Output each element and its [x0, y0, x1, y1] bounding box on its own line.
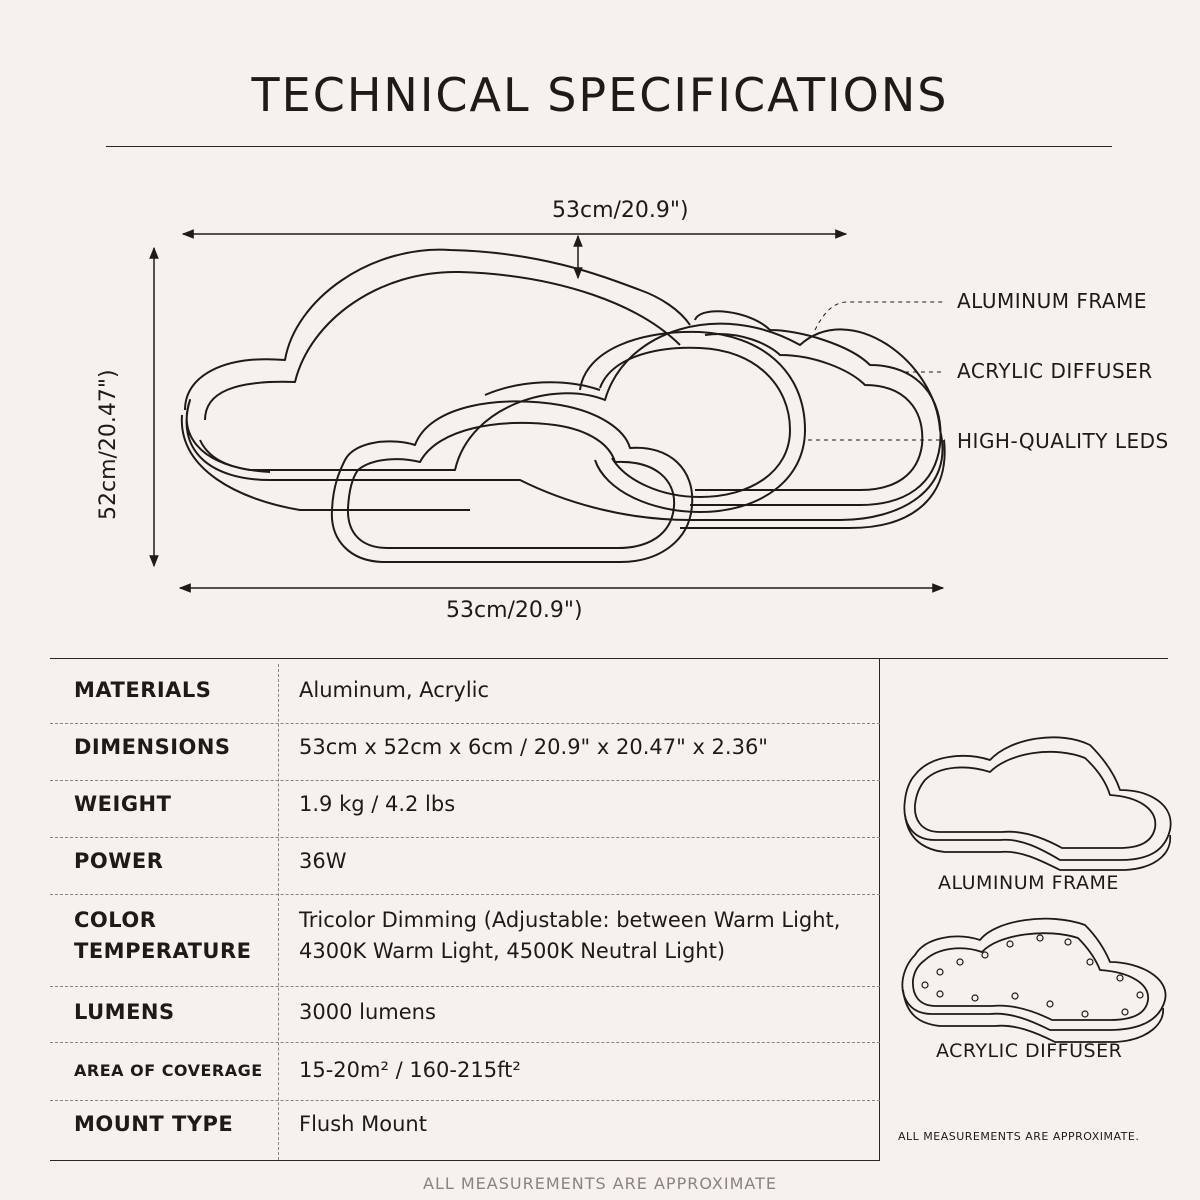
spec-value: 15-20m² / 160-215ft² — [299, 1058, 521, 1082]
side-frame-label: ALUMINUM FRAME — [938, 872, 1119, 894]
spec-label-line2: TEMPERATURE — [74, 939, 252, 963]
callout-acrylic-diffuser: ACRYLIC DIFFUSER — [957, 359, 1153, 383]
bottom-width-label: 53cm/20.9") — [446, 598, 583, 623]
spec-label: MOUNT TYPE — [74, 1112, 234, 1136]
spec-value-line1: Tricolor Dimming (Adjustable: between Warm Light, — [299, 908, 841, 932]
spec-value: 3000 lumens — [299, 1000, 436, 1024]
diffuser-led-dots — [922, 935, 1143, 1017]
spec-value: Flush Mount — [299, 1112, 427, 1136]
table-side-divider — [879, 658, 880, 1160]
side-diffuser-label: ACRYLIC DIFFUSER — [936, 1040, 1123, 1062]
spec-value: Aluminum, Acrylic — [299, 678, 490, 702]
spec-label-line1: COLOR — [74, 908, 157, 932]
frame-leader — [815, 302, 945, 330]
top-width-label: 53cm/20.9") — [552, 198, 689, 223]
right-ring-outer — [580, 332, 805, 512]
spec-label: LUMENS — [74, 1000, 175, 1024]
spec-value: 36W — [299, 849, 347, 873]
right-cloud-outer — [690, 311, 941, 505]
spec-label: DIMENSIONS — [74, 735, 231, 759]
table-bottom-border — [50, 1160, 880, 1161]
side-frame-inner — [915, 752, 1155, 848]
large-cloud-inner — [205, 272, 680, 420]
table-top-border — [50, 658, 1168, 659]
spec-label: POWER — [74, 849, 164, 873]
right-cloud-inner — [695, 334, 922, 490]
spec-value-line2: 4300K Warm Light, 4500K Neutral Light) — [299, 939, 726, 963]
spec-value: 1.9 kg / 4.2 lbs — [299, 792, 456, 816]
large-cloud-rim — [182, 415, 945, 528]
right-ring-inner — [600, 348, 790, 497]
spec-value: 53cm x 52cm x 6cm / 20.9" x 20.47" x 2.36" — [299, 735, 768, 759]
spec-label: MATERIALS — [74, 678, 212, 702]
footer-note: ALL MEASUREMENTS ARE APPROXIMATE — [423, 1174, 777, 1193]
page-title: TECHNICAL SPECIFICATIONS — [251, 68, 949, 122]
side-diffuser-inner — [913, 933, 1148, 1020]
label-column-divider — [278, 664, 279, 1160]
spec-label: AREA OF COVERAGE — [74, 1061, 263, 1080]
side-approx-note: ALL MEASUREMENTS ARE APPROXIMATE. — [898, 1130, 1140, 1143]
callout-high-quality-leds: HIGH-QUALITY LEDS — [957, 429, 1169, 453]
height-label: 52cm/20.47") — [96, 369, 121, 520]
callout-aluminum-frame: ALUMINUM FRAME — [957, 289, 1147, 313]
spec-label: WEIGHT — [74, 792, 172, 816]
